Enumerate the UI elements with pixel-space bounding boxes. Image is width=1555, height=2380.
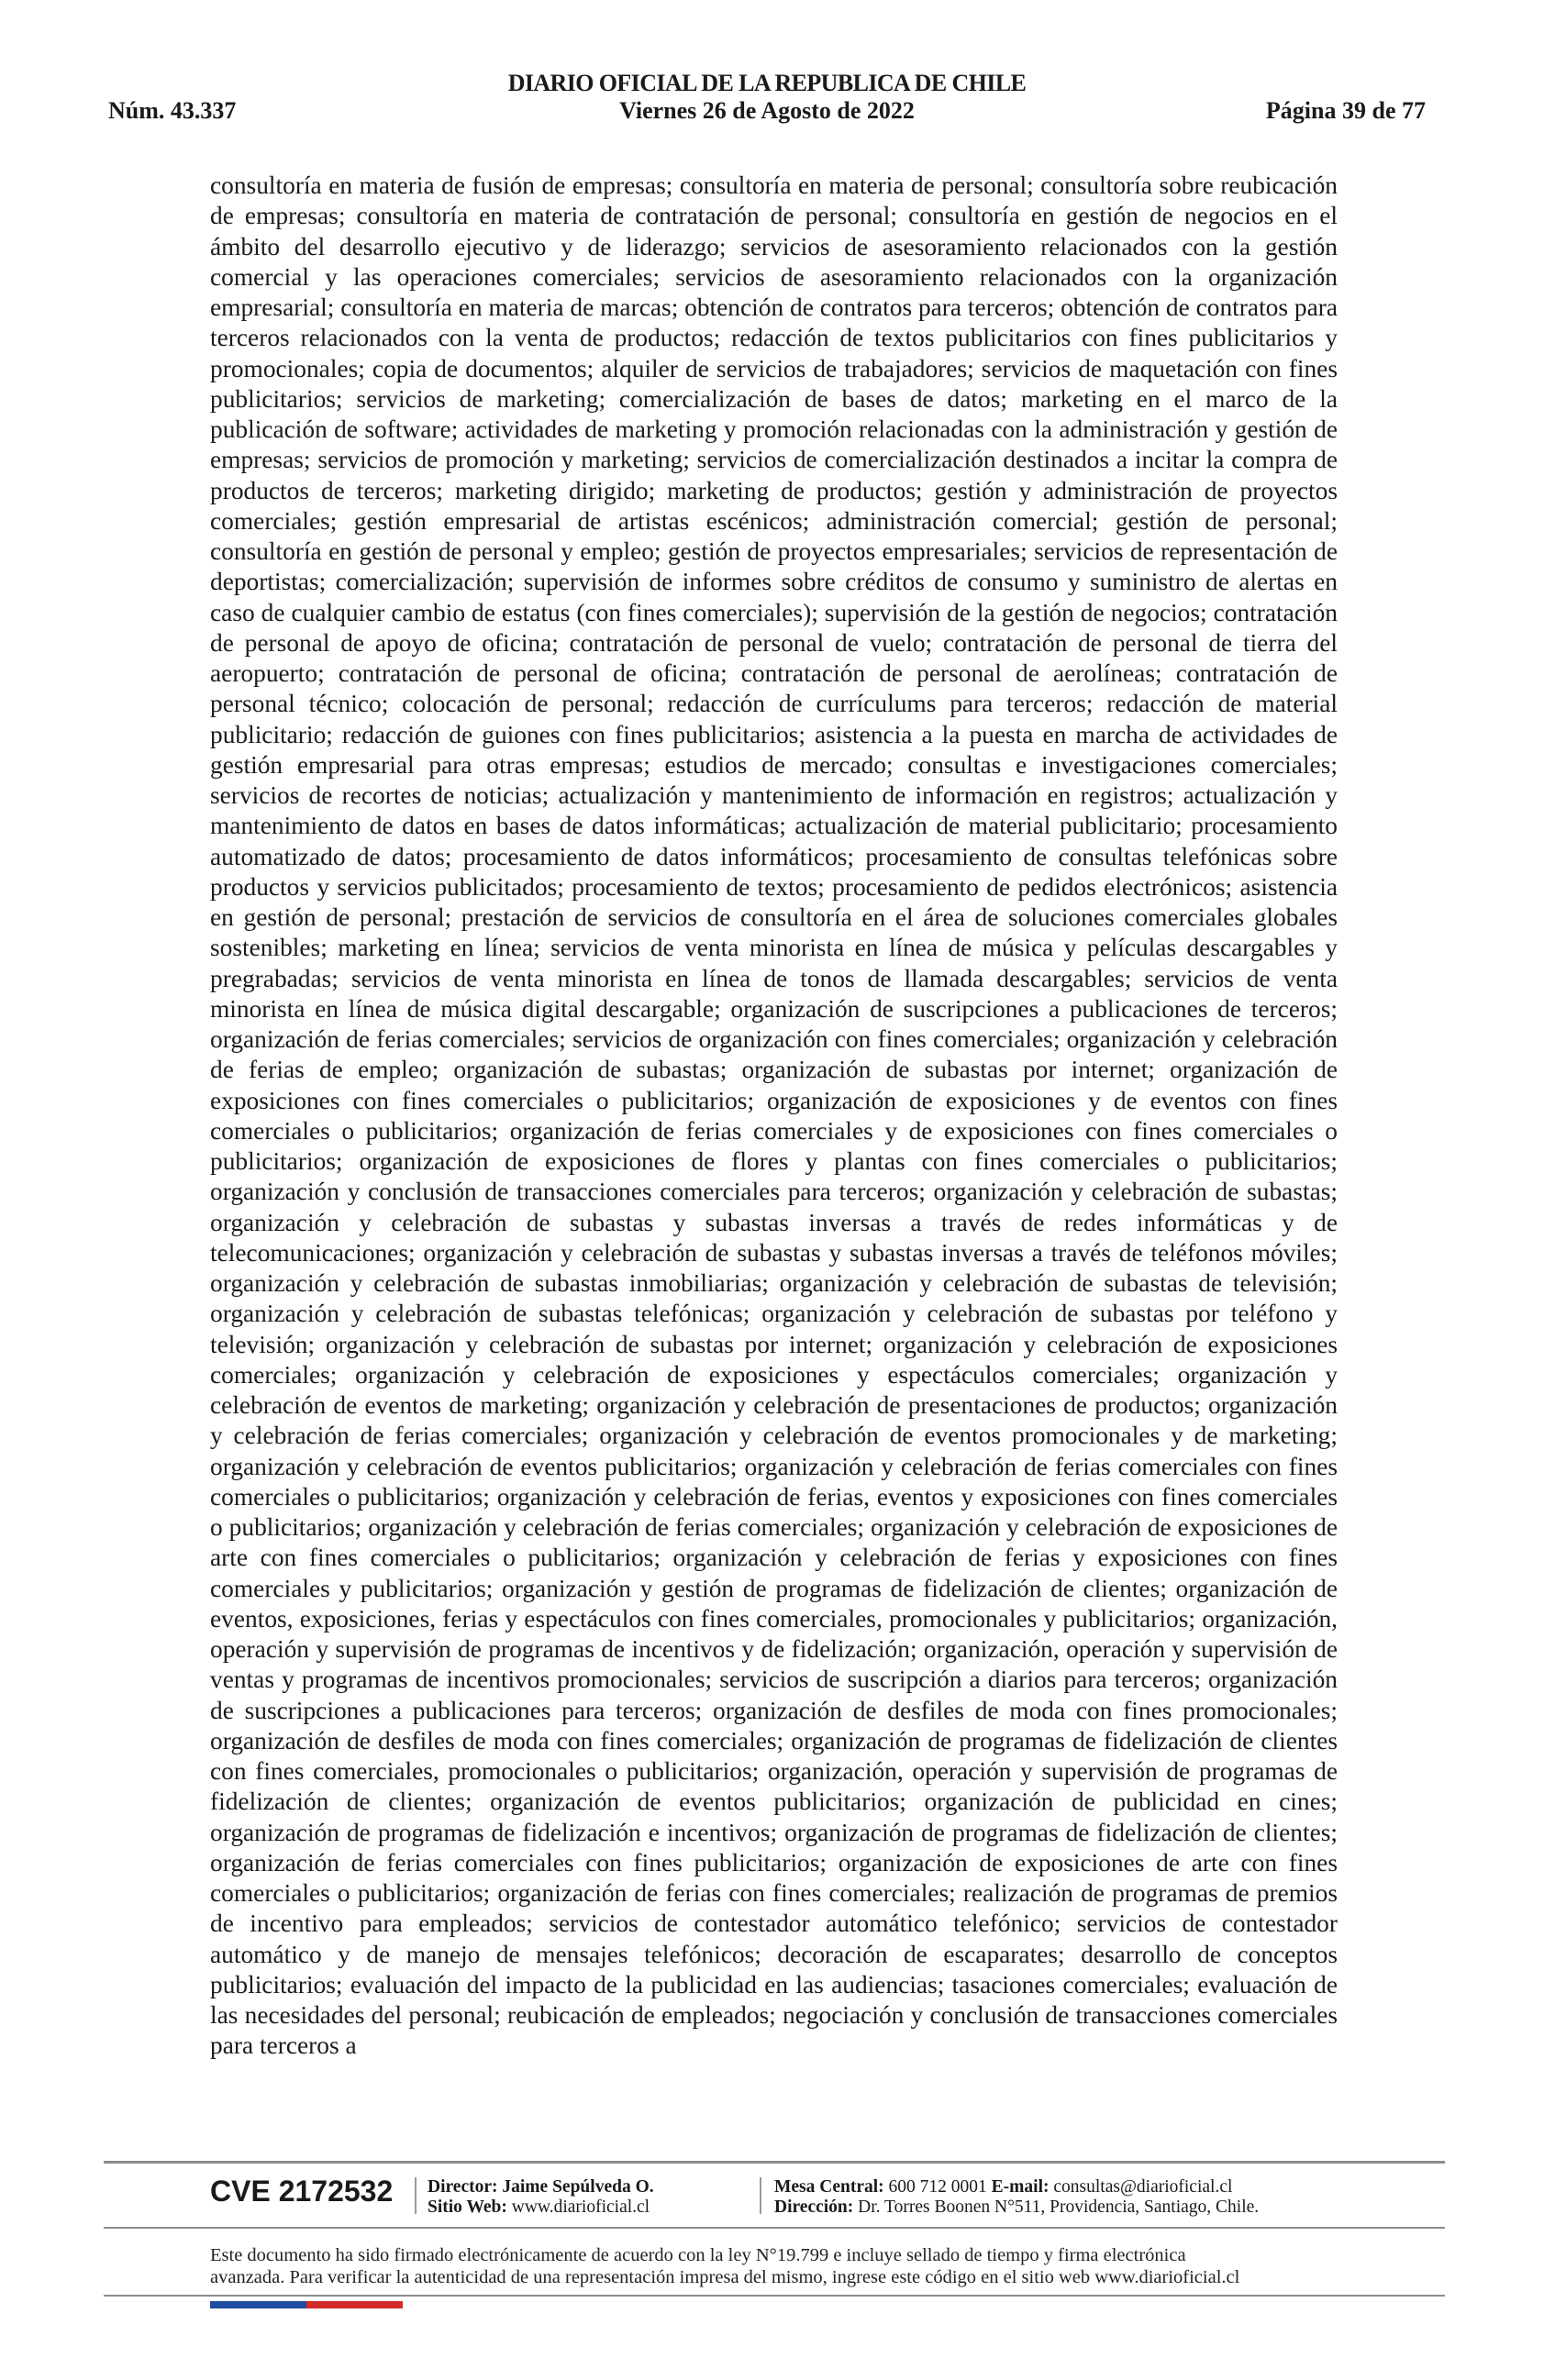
director-label: Director: [428, 2177, 498, 2197]
masthead-title: DIARIO OFICIAL DE LA REPUBLICA DE CHILE [507, 70, 1027, 96]
flag-blue-segment [210, 2301, 306, 2308]
body-paragraph: consultoría en materia de fusión de empresas; consultoría en materia de personal; consultoría sobre reubicación de empresas; consultoría en materia de contratación de personal; consultoría en gestión de negocios en el ámbito del desarrollo ejecutivo y de liderazgo; servicios de asesoramiento relacionados con la gestión comercial y las operaciones comerciales; servicios de asesoramiento relacionados con la organización empresarial; consultoría en materia de marcas; obtención de contratos para terceros; obtención de contratos para terceros relacionados con la venta de productos; redacción de textos publicitarios con fines publicitarios y promocionales; copia de documentos; alquiler de servicios de trabajadores; servicios de maquetación con fines publicitarios; servicios de marketing; comercialización de bases de datos; marketing en el marco de la publicación de software; actividades de marketing y promoción relacionadas con la administración y gestión de empresas; servicios de promoción y marketing; servicios de comercialización destinados a incitar la compra de productos de terceros; marketing dirigido; marketing de productos; gestión y administración de proyectos comerciales; gestión empresarial de artistas escénicos; administración comercial; gestión de personal; consultoría en gestión de personal y empleo; gestión de proyectos empresariales; servicios de representación de deportistas; comercialización; supervisión de informes sobre créditos de consumo y suministro de alertas en caso de cualquier cambio de estatus (con fines comerciales); supervisión de la gestión de negocios; contratación de personal de apoyo de oficina; contratación de personal de vuelo; contratación de personal de tierra del aeropuerto; contratación de personal de oficina; contratación de personal de aerolíneas; contratación de personal técnico; colocación de personal; redacción de currículums para terceros; redacción de material publicitario; redacción de guiones con fines publicitarios; asistencia a la puesta en marcha de actividades de gestión empresarial para otras empresas; estudios de mercado; consultas e investigaciones comerciales; servicios de recortes de noticias; actualización y mantenimiento de información en registros; actualización y mantenimiento de datos en bases de datos informáticas; actualización de material publicitario; procesamiento automatizado de datos; procesamiento de datos informáticos; procesamiento de consultas telefónicas sobre productos y servicios publicitados; procesamiento de textos; procesamiento de pedidos electrónicos; asistencia en gestión de personal; prestación de servicios de consultoría en el área de soluciones comerciales globales sostenibles; marketing en línea; servicios de venta minorista en línea de música y películas descargables y pregrabadas; servicios de venta minorista en línea de tonos de llamada descargables; servicios de venta minorista en línea de música digital descargable; organización de suscripciones a publicaciones de terceros; organización de ferias comerciales; servicios de organización con fines comerciales; organización y celebración de ferias de empleo; organización de subastas; organización de subastas por internet; organización de exposiciones con fines comerciales o publicitarios; organización de exposiciones y de eventos con fines comerciales o publicitarios; organización de ferias comerciales y de exposiciones con fines comerciales o publicitarios; organización de exposiciones de flores y plantas con fines comerciales o publicitarios; organización y conclusión de transacciones comerciales para terceros; organización y celebración de subastas; organización y celebración de subastas y subastas inversas a través de redes informáticas y de telecomunicaciones; organización y celebración de subastas y subastas inversas a través de teléfonos móviles; organización y celebración de subastas inmobiliarias; organización y celebración de subastas de televisión; organización y celebración de subastas telefónicas; organización y celebración de subastas por teléfono y televisión; organización y celebración de subastas por internet; organización y celebración de exposiciones comerciales; organización y celebración de exposiciones y espectáculos comerciales; organización y celebración de eventos de marketing; organización y celebración de presentaciones de productos; organización y celebración de ferias comerciales; organización y celebración de eventos promocionales y de marketing; organización y celebración de eventos publicitarios; organización y celebración de ferias comerciales con fines comerciales o publicitarios; organización y celebración de ferias, eventos y exposiciones con fines comerciales o publicitarios; organización y celebración de ferias comerciales; organización y celebración de exposiciones de arte con fines comerciales o publicitarios; organización y celebración de ferias y exposiciones con fines comerciales y publicitarios; organización y gestión de programas de fidelización de clientes; organización de eventos, exposiciones, ferias y espectáculos con fines comerciales, promocionales y publicitarios; organización, operación y supervisión de programas de incentivos y de fidelización; organización, operación y supervisión de ventas y programas de incentivos promocionales; servicios de suscripción a diarios para terceros; organización de suscripciones a publicaciones para terceros; organización de desfiles de moda con fines promocionales; organización de desfiles de moda con fines comerciales; organización de programas de fidelización de clientes con fines comerciales, promocionales o publicitarios; organización, operación y supervisión de programas de fidelización de clientes; organización de eventos publicitarios; organización de publicidad en cines; organización de programas de fidelización e incentivos; organización de programas de fidelización de clientes; organización de ferias comerciales con fines publicitarios; organización de exposiciones de arte con fines comerciales o publicitarios; organización de ferias con fines comerciales; realización de programas de premios de incentivo para empleados; servicios de contestador automático telefónico; servicios de contestador automático y de manejo de mensajes telefónicos; decoración de escaparates; desarrollo de conceptos publicitarios; evaluación del impacto de la publicidad en las audiencias; tasaciones comerciales; evaluación de las necesidades del personal; reubicación de empleados; negociación y conclusión de transacciones comerciales para terceros a [210, 172, 1338, 2060]
address-value: Dr. Torres Boonen N°511, Providencia, Santiago, Chile. [858, 2197, 1260, 2217]
cve-code: CVE 2172532 [210, 2175, 394, 2208]
mesa-central-phone: 600 712 0001 [888, 2177, 987, 2197]
address-label: Dirección: [774, 2197, 854, 2217]
footer-separator [760, 2177, 761, 2214]
issue-date: Viernes 26 de Agosto de 2022 [619, 97, 915, 124]
email-link[interactable]: consultas@diarioficial.cl [1053, 2177, 1233, 2197]
footer-contact-block [774, 2177, 1259, 2218]
website-link[interactable]: www.diarioficial.cl [511, 2197, 650, 2217]
issue-number: Núm. 43.337 [108, 97, 237, 124]
footer-separator [415, 2177, 417, 2214]
mesa-central-label: Mesa Central: [774, 2177, 884, 2197]
flag-color-bar [210, 2301, 403, 2308]
footer-divider-top [104, 2161, 1445, 2164]
page-header [108, 66, 1426, 130]
footer-director-block [428, 2177, 654, 2218]
legal-line-1: Este documento ha sido firmado electrónicamente de acuerdo con la ley N°19.799 e incluye sellado de tiempo y firma electrónica [210, 2245, 1186, 2265]
footer-divider-bottom [104, 2295, 1445, 2297]
legal-notice [210, 2244, 1338, 2288]
page-number: Página 39 de 77 [1265, 97, 1426, 124]
email-label: E-mail: [991, 2177, 1050, 2197]
website-label: Sitio Web: [428, 2197, 507, 2217]
flag-red-segment [306, 2301, 403, 2308]
document-body [210, 171, 1338, 2062]
legal-line-2: avanzada. Para verificar la autenticidad de una representación impresa del mismo, ingrese este código en el sitio web www.diarioficial.cl [210, 2267, 1240, 2287]
director-name: Jaime Sepúlveda O. [502, 2177, 654, 2197]
footer-divider-mid [104, 2227, 1445, 2229]
